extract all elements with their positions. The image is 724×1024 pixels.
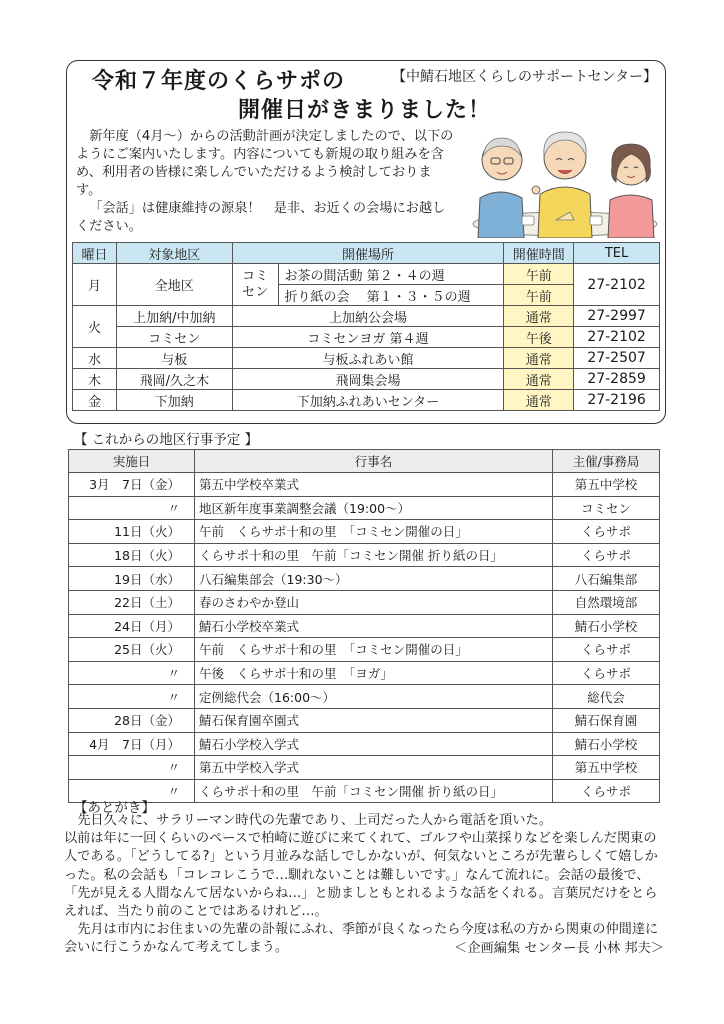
organizer-cell: くらサポ [553, 543, 660, 567]
date-cell: 11日（火） [69, 520, 195, 544]
events-heading: 【 これからの地区行事予定 】 [74, 432, 259, 448]
event-cell: 第五中学校入学式 [195, 756, 553, 780]
activity-cell: 折り紙の会 第１・３・５の週 [278, 285, 504, 306]
header-day: 曜日 [73, 243, 117, 264]
events-header-row [69, 450, 660, 473]
table-row [69, 614, 660, 638]
tel-cell: 27-2507 [574, 348, 660, 369]
day-cell: 水 [73, 348, 117, 369]
event-cell: 地区新年度事業調整会議（19:00～） [195, 496, 553, 520]
intro-paragraph-2: 「会話」は健康維持の源泉！ 是非、お近くの会場にお越しください。 [76, 201, 446, 234]
activity-cell: お茶の間活動 第２・４の週 [278, 264, 504, 285]
place-cell: コミセンヨガ 第４週 [232, 327, 504, 348]
table-row [69, 638, 660, 662]
place-cell: 上加納公会場 [232, 306, 504, 327]
table-row [69, 756, 660, 780]
afterword-paragraph-2: 以前は年に一回くらいのペースで柏崎に遊びに来てくれて、ゴルフや山菜採りなどを楽しんだ関東の人である。「どうしてる?」という月並みな話しでしかないが、何気ないところが先輩らしくて嬉しかった。私の会話も「コレコレこうで…馴れないことは難しいです。」なんて流れに。会話の最後で、「先が見える人間なんて居ないからね…」と励ましともとれるような話をくれる。言葉尻だけをとらえれば、当たり前のことではあるけれど…。 [64, 831, 658, 920]
table-row [73, 306, 660, 327]
organizer-cell: 総代会 [553, 685, 660, 709]
table-row [69, 567, 660, 591]
date-cell: 〃 [69, 685, 195, 709]
table-row [69, 732, 660, 756]
table-row [69, 708, 660, 732]
organizer-cell: くらサポ [553, 779, 660, 803]
events-table [68, 449, 660, 803]
header-time: 開催時間 [504, 243, 574, 264]
tel-cell: 27-2997 [574, 306, 660, 327]
afterword-paragraph-3-text: 先月は市内にお住まいの先輩の訃報にふれ、季節が良くなったら今度は私の方から関東の仲間達に会いに行こうかなんて考えてしまう。 [64, 922, 659, 956]
afterword-heading: 【あとがき】 [74, 800, 155, 816]
date-cell: 18日（火） [69, 543, 195, 567]
time-cell: 通常 [504, 369, 574, 390]
elderly-man-figure [478, 138, 524, 238]
table-row [73, 327, 660, 348]
date-cell: 22日（土） [69, 590, 195, 614]
schedule-table [72, 242, 660, 411]
table-row [69, 685, 660, 709]
area-cell: 全地区 [116, 264, 232, 306]
place-cell: 飛岡集会場 [232, 369, 504, 390]
date-cell: 〃 [69, 756, 195, 780]
intro-text [76, 128, 456, 236]
area-cell: 上加納/中加納 [116, 306, 232, 327]
event-cell: 定例総代会（16:00～） [195, 685, 553, 709]
editor-credit: ＜企画編集 センター長 小林 邦夫＞ [454, 940, 664, 956]
place-cell: 与板ふれあい館 [232, 348, 504, 369]
place-cell: 下加納ふれあいセンター [232, 390, 504, 411]
event-cell: 鯖石保育園卒園式 [195, 708, 553, 732]
date-cell: 28日（金） [69, 708, 195, 732]
table-row [73, 264, 660, 285]
date-cell: 〃 [69, 496, 195, 520]
venue-cell: コミセン [232, 264, 278, 306]
organizer-cell: 鯖石小学校 [553, 732, 660, 756]
table-row [69, 661, 660, 685]
org-name: 【中鯖石地区くらしのサポートセンター】 [392, 69, 658, 85]
organizer-cell: くらサポ [553, 520, 660, 544]
header-venue: 開催場所 [232, 243, 504, 264]
organizer-cell: コミセン [553, 496, 660, 520]
organizer-cell: くらサポ [553, 661, 660, 685]
elderly-woman-figure [532, 132, 592, 238]
event-cell: 第五中学校卒業式 [195, 473, 553, 497]
tel-cell: 27-2196 [574, 390, 660, 411]
tel-cell: 27-2859 [574, 369, 660, 390]
date-cell: 〃 [69, 779, 195, 803]
tel-cell: 27-2102 [574, 264, 660, 306]
event-cell: 鯖石小学校入学式 [195, 732, 553, 756]
table-row [69, 590, 660, 614]
intro-paragraph-1: 新年度（4月～）からの活動計画が決定しましたので、以下のようにご案内いたします。内容についても新規の取り組みを含め、利用者の皆様に楽しんでいただけるよう検討しております。 [76, 129, 454, 198]
event-cell: 午後 くらサポ十和の里 「ヨガ」 [195, 661, 553, 685]
time-cell: 午後 [504, 327, 574, 348]
day-cell: 火 [73, 306, 117, 348]
header-area: 対象地区 [116, 243, 232, 264]
page-subtitle: 開催日がきまりました！ [238, 98, 492, 123]
event-cell: 春のさわやか登山 [195, 590, 553, 614]
table-row [73, 348, 660, 369]
woman-figure [608, 144, 654, 238]
time-cell: 通常 [504, 306, 574, 327]
events-body [69, 473, 660, 803]
area-cell: 与板 [116, 348, 232, 369]
date-cell: 3月 7日（金） [69, 473, 195, 497]
organizer-cell: くらサポ [553, 638, 660, 662]
header-organizer: 主催/事務局 [553, 450, 660, 473]
event-cell: 午前 くらサポ十和の里 「コミセン開催の日」 [195, 520, 553, 544]
event-cell: 鯖石小学校卒業式 [195, 614, 553, 638]
event-cell: 午前 くらサポ十和の里 「コミセン開催の日」 [195, 638, 553, 662]
area-cell: コミセン [116, 327, 232, 348]
date-cell: 〃 [69, 661, 195, 685]
date-cell: 19日（水） [69, 567, 195, 591]
schedule-header-row [73, 243, 660, 264]
day-cell: 月 [73, 264, 117, 306]
header-date: 実施日 [69, 450, 195, 473]
table-row [69, 779, 660, 803]
seniors-tea-illustration [470, 120, 660, 238]
event-cell: くらサポ十和の里 午前「コミセン開催 折り紙の日」 [195, 779, 553, 803]
tel-cell: 27-2102 [574, 327, 660, 348]
organizer-cell: 第五中学校 [553, 473, 660, 497]
day-cell: 金 [73, 390, 117, 411]
organizer-cell: 八石編集部 [553, 567, 660, 591]
time-cell: 午前 [504, 264, 574, 285]
afterword-text [64, 812, 664, 958]
time-cell: 通常 [504, 348, 574, 369]
date-cell: 25日（火） [69, 638, 195, 662]
table-row [69, 520, 660, 544]
event-cell: 八石編集部会（19:30～） [195, 567, 553, 591]
area-cell: 下加納 [116, 390, 232, 411]
afterword-paragraph-1: 先日久々に、サラリーマン時代の先輩であり、上司だった人から電話を頂いた。 [77, 813, 552, 828]
header-tel: TEL [574, 243, 660, 264]
table-row [73, 369, 660, 390]
table-row [69, 543, 660, 567]
table-row [69, 496, 660, 520]
organizer-cell: 第五中学校 [553, 756, 660, 780]
header-event: 行事名 [195, 450, 553, 473]
organizer-cell: 鯖石保育園 [553, 708, 660, 732]
event-cell: くらサポ十和の里 午前「コミセン開催 折り紙の日」 [195, 543, 553, 567]
time-cell: 通常 [504, 390, 574, 411]
organizer-cell: 鯖石小学校 [553, 614, 660, 638]
time-cell: 午前 [504, 285, 574, 306]
day-cell: 木 [73, 369, 117, 390]
page-title: 令和７年度のくらサポの [92, 69, 346, 94]
area-cell: 飛岡/久之木 [116, 369, 232, 390]
date-cell: 24日（月） [69, 614, 195, 638]
table-row [69, 473, 660, 497]
afterword-paragraph-3 [64, 921, 664, 957]
organizer-cell: 自然環境部 [553, 590, 660, 614]
date-cell: 4月 7日（月） [69, 732, 195, 756]
table-row [73, 390, 660, 411]
